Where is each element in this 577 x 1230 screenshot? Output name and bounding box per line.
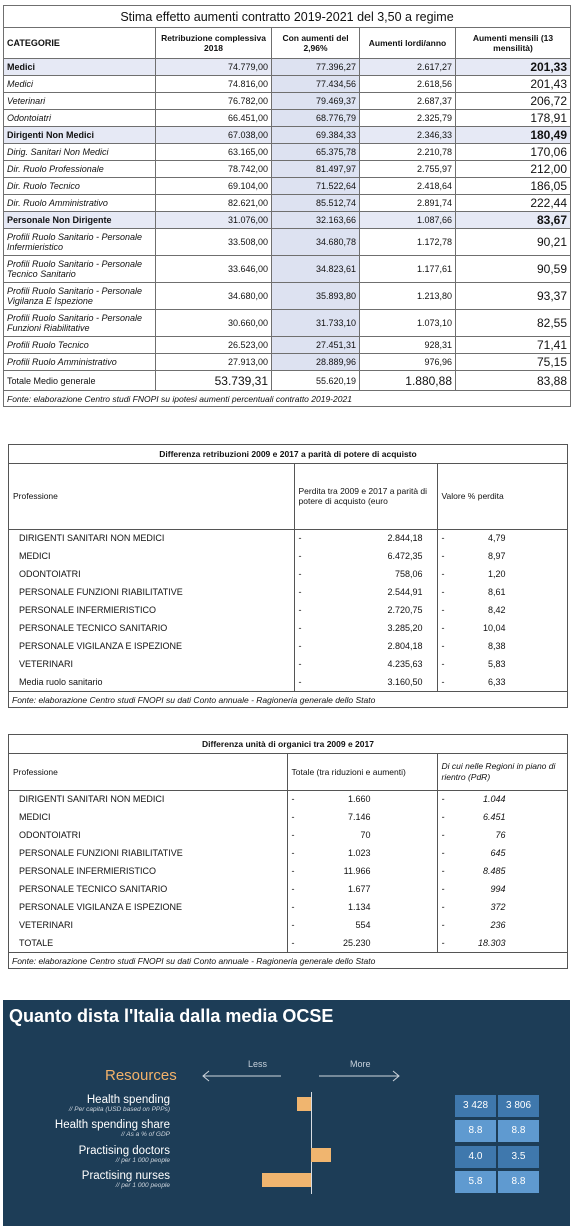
- pdr-value: 994: [490, 884, 506, 894]
- aum-cell: 65.375,78: [272, 144, 360, 161]
- tot-cell: [287, 862, 437, 880]
- perdita-cell: [294, 583, 437, 601]
- perdita-cell: [294, 655, 437, 673]
- indicator-unit: // per 1 000 people: [115, 1182, 170, 1189]
- dash-mark: -: [441, 533, 445, 544]
- perc-value: 1,20: [487, 569, 506, 579]
- dash-mark: -: [291, 812, 295, 822]
- dash-mark: -: [298, 641, 302, 651]
- ret-cell: 74.816,00: [156, 76, 272, 93]
- profession-cell: VETERINARI: [19, 659, 74, 669]
- aum-cell: 85.512,74: [272, 195, 360, 212]
- tot-cell: [287, 916, 437, 934]
- table-row: [4, 283, 571, 310]
- perc-value: 6,33: [487, 677, 506, 687]
- lordi-cell: 1.073,10: [360, 310, 456, 337]
- perdita-cell: [294, 673, 437, 691]
- indicator-unit: // per 1 000 people: [115, 1157, 170, 1164]
- pdr-cell: [437, 934, 567, 952]
- category-cell: Dirig. Sanitari Non Medici: [4, 144, 156, 161]
- pdr-value: 236: [490, 920, 506, 930]
- indicator-name: Practising nurses: [81, 1170, 170, 1182]
- total-row: [4, 371, 571, 391]
- dash-mark: -: [441, 677, 445, 687]
- indicator-label: [3, 1145, 170, 1165]
- dash-mark: -: [441, 902, 445, 912]
- profession-cell: DIRIGENTI SANITARI NON MEDICI: [19, 533, 165, 544]
- dash-mark: -: [291, 848, 295, 858]
- table-row: [4, 161, 571, 178]
- dash-mark: -: [298, 659, 302, 669]
- profession-cell: MEDICI: [19, 812, 51, 822]
- perc-cell: [437, 637, 567, 655]
- oecd-value-cell: 3 806: [498, 1095, 539, 1117]
- perdita-cell: [294, 619, 437, 637]
- perc-value: 8,97: [487, 551, 506, 561]
- perc-value: 8,61: [487, 587, 506, 597]
- aum-cell: 34.823,61: [272, 256, 360, 283]
- aum-cell: 77.434,56: [272, 76, 360, 93]
- ret-cell: 33.508,00: [156, 229, 272, 256]
- italy-value-cell: 5.8: [455, 1171, 496, 1193]
- aum-cell: 35.893,80: [272, 283, 360, 310]
- perc-cell: [437, 655, 567, 673]
- category-cell: Profili Ruolo Tecnico: [4, 337, 156, 354]
- perc-cell: [437, 529, 567, 547]
- aum-cell: 27.451,31: [272, 337, 360, 354]
- arrow-right-icon: [319, 1069, 401, 1083]
- profession-cell: PERSONALE INFERMIERISTICO: [19, 605, 157, 615]
- dash-mark: -: [298, 569, 302, 579]
- pdr-value: 8.485: [482, 866, 506, 876]
- wage-increase-table: [3, 5, 570, 407]
- dash-mark: -: [441, 884, 445, 894]
- tot-value: 11.966: [343, 866, 371, 876]
- category-cell: Profili Ruolo Sanitario - Personale Infermieristico: [4, 229, 156, 256]
- perc-value: 8,42: [487, 605, 506, 615]
- group-row: [4, 212, 571, 229]
- ret-cell: 63.165,00: [156, 144, 272, 161]
- lordi-cell: 928,31: [360, 337, 456, 354]
- dash-mark: -: [441, 659, 445, 669]
- source-note: Fonte: elaborazione Centro studi FNOPI su ipotesi aumenti percentuali contratto 2019-2021: [4, 391, 571, 407]
- perc-value: 4,79: [487, 533, 506, 544]
- dash-mark: -: [298, 623, 302, 633]
- lordi-cell: 2.755,97: [360, 161, 456, 178]
- table-row: [4, 144, 571, 161]
- column-header: Aumenti mensili (13 mensilità): [456, 28, 571, 59]
- lordi-cell: 1.177,61: [360, 256, 456, 283]
- category-cell: Dir. Ruolo Professionale: [4, 161, 156, 178]
- ret-cell: 34.680,00: [156, 283, 272, 310]
- ret-cell: 67.038,00: [156, 127, 272, 144]
- aum-cell: 71.522,64: [272, 178, 360, 195]
- aum-cell: 28.889,96: [272, 354, 360, 371]
- dash-mark: -: [291, 938, 295, 948]
- perc-cell: [437, 583, 567, 601]
- perdita-cell: [294, 529, 437, 547]
- perdita-cell: [294, 601, 437, 619]
- ret-cell: 82.621,00: [156, 195, 272, 212]
- dash-mark: -: [441, 938, 445, 948]
- column-header: Totale (tra riduzioni e aumenti): [287, 754, 437, 790]
- profession-cell: PERSONALE TECNICO SANITARIO: [19, 623, 168, 633]
- profession-cell: PERSONALE FUNZIONI RIABILITATIVE: [19, 848, 183, 858]
- ret-cell: 30.660,00: [156, 310, 272, 337]
- aum-cell: 32.163,66: [272, 212, 360, 229]
- italy-value-cell: 8.8: [455, 1120, 496, 1142]
- oecd-value-cell: 8.8: [498, 1120, 539, 1142]
- source-row: [4, 391, 571, 407]
- aum-cell: 31.733,10: [272, 310, 360, 337]
- perdita-value: 3.285,20: [387, 623, 423, 633]
- profession-cell: ODONTOIATRI: [19, 569, 81, 579]
- mens-cell: 90,59: [456, 256, 571, 283]
- ret-cell: 69.104,00: [156, 178, 272, 195]
- zero-axis: [311, 1092, 312, 1194]
- category-cell: Veterinari: [4, 93, 156, 110]
- aum-cell: 79.469,37: [272, 93, 360, 110]
- table-title: Stima effetto aumenti contratto 2019-2021 del 3,50 a regime: [4, 6, 571, 28]
- source-note: Fonte: elaborazione Centro studi FNOPI su dati Conto annuale - Ragioneria generale dello Stato: [9, 952, 567, 968]
- dash-mark: -: [441, 569, 445, 579]
- table-row: [4, 110, 571, 127]
- table-row: [9, 934, 567, 952]
- category-cell: Profili Ruolo Amministrativo: [4, 354, 156, 371]
- dash-mark: -: [291, 884, 295, 894]
- perc-cell: [437, 547, 567, 565]
- perdita-cell: [294, 637, 437, 655]
- table-row: [4, 310, 571, 337]
- indicator-name: Practising doctors: [78, 1145, 170, 1157]
- mens-cell: 201,33: [456, 59, 571, 76]
- pdr-value: 18.303: [477, 938, 506, 948]
- column-header: CATEGORIE: [4, 28, 156, 59]
- aum-cell: 34.680,78: [272, 229, 360, 256]
- column-header: Valore % perdita: [437, 464, 567, 529]
- indicator-name: Health spending share: [54, 1119, 170, 1131]
- lordi-cell: 1.087,66: [360, 212, 456, 229]
- category-cell: Odontoiatri: [4, 110, 156, 127]
- perc-value: 8,38: [487, 641, 506, 651]
- tot-value: 25.230: [342, 938, 371, 948]
- dash-mark: -: [298, 551, 302, 561]
- pdr-value: 372: [490, 902, 506, 912]
- mens-cell: 222,44: [456, 195, 571, 212]
- table-row: [9, 862, 567, 880]
- table-row: [9, 529, 567, 547]
- oecd-comparison-panel: [3, 1000, 570, 1226]
- total-aum-cell: 55.620,19: [272, 371, 360, 391]
- dash-mark: -: [441, 623, 445, 633]
- dash-mark: -: [441, 794, 445, 805]
- ret-cell: 33.646,00: [156, 256, 272, 283]
- profession-cell: VETERINARI: [19, 920, 74, 930]
- dash-mark: -: [298, 605, 302, 615]
- indicator-label: [3, 1119, 170, 1139]
- perdita-value: 3.160,50: [387, 677, 423, 687]
- ret-cell: 74.779,00: [156, 59, 272, 76]
- category-cell: Dir. Ruolo Tecnico: [4, 178, 156, 195]
- column-header: Perdita tra 2009 e 2017 a parità di potere di acquisto (euro: [294, 464, 437, 529]
- category-cell: Profili Ruolo Sanitario - Personale Funzioni Riabilitative: [4, 310, 156, 337]
- perdita-value: 2.804,18: [387, 641, 423, 651]
- perc-cell: [437, 601, 567, 619]
- indicator-unit: // Per capita (USD based on PPPs): [68, 1106, 170, 1113]
- italy-value-cell: 3 428: [455, 1095, 496, 1117]
- lordi-cell: 1.213,80: [360, 283, 456, 310]
- table-row: [4, 195, 571, 212]
- lordi-cell: 2.891,74: [360, 195, 456, 212]
- panel-title: Quanto dista l'Italia dalla media OCSE: [9, 1006, 334, 1026]
- tot-cell: [287, 808, 437, 826]
- column-header: Retribuzione complessiva 2018: [156, 28, 272, 59]
- ret-cell: 78.742,00: [156, 161, 272, 178]
- perdita-value: 4.235,63: [387, 659, 423, 669]
- lordi-cell: 2.418,64: [360, 178, 456, 195]
- pdr-value: 1.044: [482, 794, 506, 805]
- arrow-left-icon: [201, 1069, 281, 1083]
- indicator-label: [3, 1170, 170, 1190]
- table-row: [9, 844, 567, 862]
- pdr-value: 6.451: [482, 812, 506, 822]
- table-row: [9, 898, 567, 916]
- dash-mark: -: [298, 587, 302, 597]
- indicator-label: [3, 1094, 170, 1114]
- perc-cell: [437, 565, 567, 583]
- dash-mark: -: [441, 920, 445, 930]
- column-header: Aumenti lordi/anno: [360, 28, 456, 59]
- perdita-value: 2.544,91: [387, 587, 423, 597]
- indicator-bar: [311, 1148, 331, 1162]
- tot-value: 1.134: [347, 902, 371, 912]
- group-row: [4, 59, 571, 76]
- tot-value: 1.677: [347, 884, 371, 894]
- pdr-cell: [437, 862, 567, 880]
- table-row: [9, 565, 567, 583]
- dash-mark: -: [441, 641, 445, 651]
- dash-mark: -: [291, 866, 295, 876]
- lordi-cell: 2.210,78: [360, 144, 456, 161]
- lordi-cell: 2.325,79: [360, 110, 456, 127]
- table-row: [9, 583, 567, 601]
- source-note: Fonte: elaborazione Centro studi FNOPI su dati Conto annuale - Ragioneria generale dello Stato: [9, 691, 567, 707]
- mens-cell: 212,00: [456, 161, 571, 178]
- perdita-cell: [294, 565, 437, 583]
- mens-cell: 71,41: [456, 337, 571, 354]
- table-row: [4, 256, 571, 283]
- mens-cell: 206,72: [456, 93, 571, 110]
- category-cell: Profili Ruolo Sanitario - Personale Vigilanza E Ispezione: [4, 283, 156, 310]
- pdr-cell: [437, 844, 567, 862]
- section-title: Resources: [105, 1067, 177, 1084]
- table-row: [4, 76, 571, 93]
- indicator-bar: [262, 1173, 311, 1187]
- table-row: [9, 619, 567, 637]
- dash-mark: -: [291, 902, 295, 912]
- pdr-value: 645: [490, 848, 506, 858]
- dash-mark: -: [441, 848, 445, 858]
- salary-loss-table: [8, 444, 568, 708]
- table-row: [9, 673, 567, 691]
- category-cell: Dirigenti Non Medici: [4, 127, 156, 144]
- tot-cell: [287, 844, 437, 862]
- aum-cell: 81.497,97: [272, 161, 360, 178]
- dash-mark: -: [441, 551, 445, 561]
- dash-mark: -: [441, 866, 445, 876]
- indicator-name: Health spending: [86, 1094, 170, 1106]
- lordi-cell: 2.617,27: [360, 59, 456, 76]
- tot-cell: [287, 880, 437, 898]
- ret-cell: 66.451,00: [156, 110, 272, 127]
- column-header: Di cui nelle Regioni in piano di rientro (PdR): [437, 754, 567, 790]
- category-cell: Dir. Ruolo Amministrativo: [4, 195, 156, 212]
- column-header: Con aumenti del 2,96%: [272, 28, 360, 59]
- mens-cell: 170,06: [456, 144, 571, 161]
- tot-cell: [287, 790, 437, 808]
- table-row: [9, 637, 567, 655]
- lordi-cell: 1.172,78: [360, 229, 456, 256]
- staff-units-table: [8, 734, 568, 969]
- aum-cell: 77.396,27: [272, 59, 360, 76]
- mens-cell: 201,43: [456, 76, 571, 93]
- perc-cell: [437, 673, 567, 691]
- mens-cell: 180,49: [456, 127, 571, 144]
- group-row: [4, 127, 571, 144]
- ret-cell: 26.523,00: [156, 337, 272, 354]
- profession-cell: MEDICI: [19, 551, 51, 561]
- aum-cell: 68.776,79: [272, 110, 360, 127]
- pdr-value: 76: [495, 830, 506, 840]
- oecd-value-cell: 3.5: [498, 1146, 539, 1168]
- total-mens-cell: 83,88: [456, 371, 571, 391]
- mens-cell: 83,67: [456, 212, 571, 229]
- tot-cell: [287, 898, 437, 916]
- profession-cell: PERSONALE VIGILANZA E ISPEZIONE: [19, 641, 183, 651]
- profession-cell: Media ruolo sanitario: [19, 677, 103, 687]
- table-row: [4, 178, 571, 195]
- ret-cell: 31.076,00: [156, 212, 272, 229]
- dash-mark: -: [291, 920, 295, 930]
- lordi-cell: 2.618,56: [360, 76, 456, 93]
- table-row: [9, 880, 567, 898]
- ret-cell: 27.913,00: [156, 354, 272, 371]
- perdita-cell: [294, 547, 437, 565]
- mens-cell: 90,21: [456, 229, 571, 256]
- profession-cell: PERSONALE VIGILANZA E ISPEZIONE: [19, 902, 183, 912]
- less-label: Less: [248, 1059, 268, 1069]
- indicator-unit: // As a % of GDP: [121, 1131, 170, 1138]
- mens-cell: 186,05: [456, 178, 571, 195]
- table-row: [9, 916, 567, 934]
- perdita-value: 2.720,75: [387, 605, 423, 615]
- aum-cell: 69.384,33: [272, 127, 360, 144]
- pdr-cell: [437, 916, 567, 934]
- mens-cell: 93,37: [456, 283, 571, 310]
- total-cat-cell: Totale Medio generale: [4, 371, 156, 391]
- tot-cell: [287, 826, 437, 844]
- tot-value: 1.660: [347, 794, 371, 805]
- table-row: [9, 790, 567, 808]
- total-lordi-cell: 1.880,88: [360, 371, 456, 391]
- tot-value: 554: [355, 920, 371, 930]
- perdita-value: 2.844,18: [387, 533, 423, 544]
- profession-cell: PERSONALE TECNICO SANITARIO: [19, 884, 168, 894]
- tot-value: 7.146: [347, 812, 371, 822]
- ret-cell: 76.782,00: [156, 93, 272, 110]
- total-ret-cell: 53.739,31: [156, 371, 272, 391]
- category-cell: Personale Non Dirigente: [4, 212, 156, 229]
- table-row: [4, 93, 571, 110]
- profession-cell: PERSONALE FUNZIONI RIABILITATIVE: [19, 587, 183, 597]
- tot-value: 70: [360, 830, 371, 840]
- table-row: [4, 354, 571, 371]
- category-cell: Profili Ruolo Sanitario - Personale Tecnico Sanitario: [4, 256, 156, 283]
- mens-cell: 75,15: [456, 354, 571, 371]
- oecd-value-cell: 8.8: [498, 1171, 539, 1193]
- profession-cell: PERSONALE INFERMIERISTICO: [19, 866, 157, 876]
- table-row: [9, 547, 567, 565]
- perc-cell: [437, 619, 567, 637]
- tot-cell: [287, 934, 437, 952]
- table-title: Differenza unità di organici tra 2009 e 2017: [9, 735, 567, 754]
- table-title: Differenza retribuzioni 2009 e 2017 a parità di potere di acquisto: [9, 445, 567, 464]
- dash-mark: -: [441, 605, 445, 615]
- pdr-cell: [437, 898, 567, 916]
- perc-value: 10,04: [482, 623, 506, 633]
- category-cell: Medici: [4, 59, 156, 76]
- category-cell: Medici: [4, 76, 156, 93]
- table-row: [4, 229, 571, 256]
- pdr-cell: [437, 790, 567, 808]
- dash-mark: -: [298, 533, 302, 544]
- table-row: [9, 808, 567, 826]
- perc-value: 5,83: [487, 659, 506, 669]
- table-row: [4, 337, 571, 354]
- dash-mark: -: [298, 677, 302, 687]
- mens-cell: 82,55: [456, 310, 571, 337]
- perdita-value: 6.472,35: [387, 551, 423, 561]
- profession-cell: ODONTOIATRI: [19, 830, 81, 840]
- dash-mark: -: [291, 830, 295, 840]
- table-row: [9, 826, 567, 844]
- tot-value: 1.023: [347, 848, 371, 858]
- column-header: Professione: [9, 464, 294, 529]
- column-header: Professione: [9, 754, 287, 790]
- table-row: [9, 601, 567, 619]
- pdr-cell: [437, 826, 567, 844]
- profession-cell: TOTALE: [19, 938, 54, 948]
- dash-mark: -: [441, 587, 445, 597]
- dash-mark: -: [291, 794, 295, 805]
- lordi-cell: 976,96: [360, 354, 456, 371]
- pdr-cell: [437, 880, 567, 898]
- more-label: More: [350, 1059, 371, 1069]
- dash-mark: -: [441, 830, 445, 840]
- perdita-value: 758,06: [394, 569, 423, 579]
- table-row: [9, 655, 567, 673]
- lordi-cell: 2.687,37: [360, 93, 456, 110]
- lordi-cell: 2.346,33: [360, 127, 456, 144]
- dash-mark: -: [441, 812, 445, 822]
- indicator-bar: [297, 1097, 311, 1111]
- pdr-cell: [437, 808, 567, 826]
- italy-value-cell: 4.0: [455, 1146, 496, 1168]
- mens-cell: 178,91: [456, 110, 571, 127]
- profession-cell: DIRIGENTI SANITARI NON MEDICI: [19, 794, 165, 805]
